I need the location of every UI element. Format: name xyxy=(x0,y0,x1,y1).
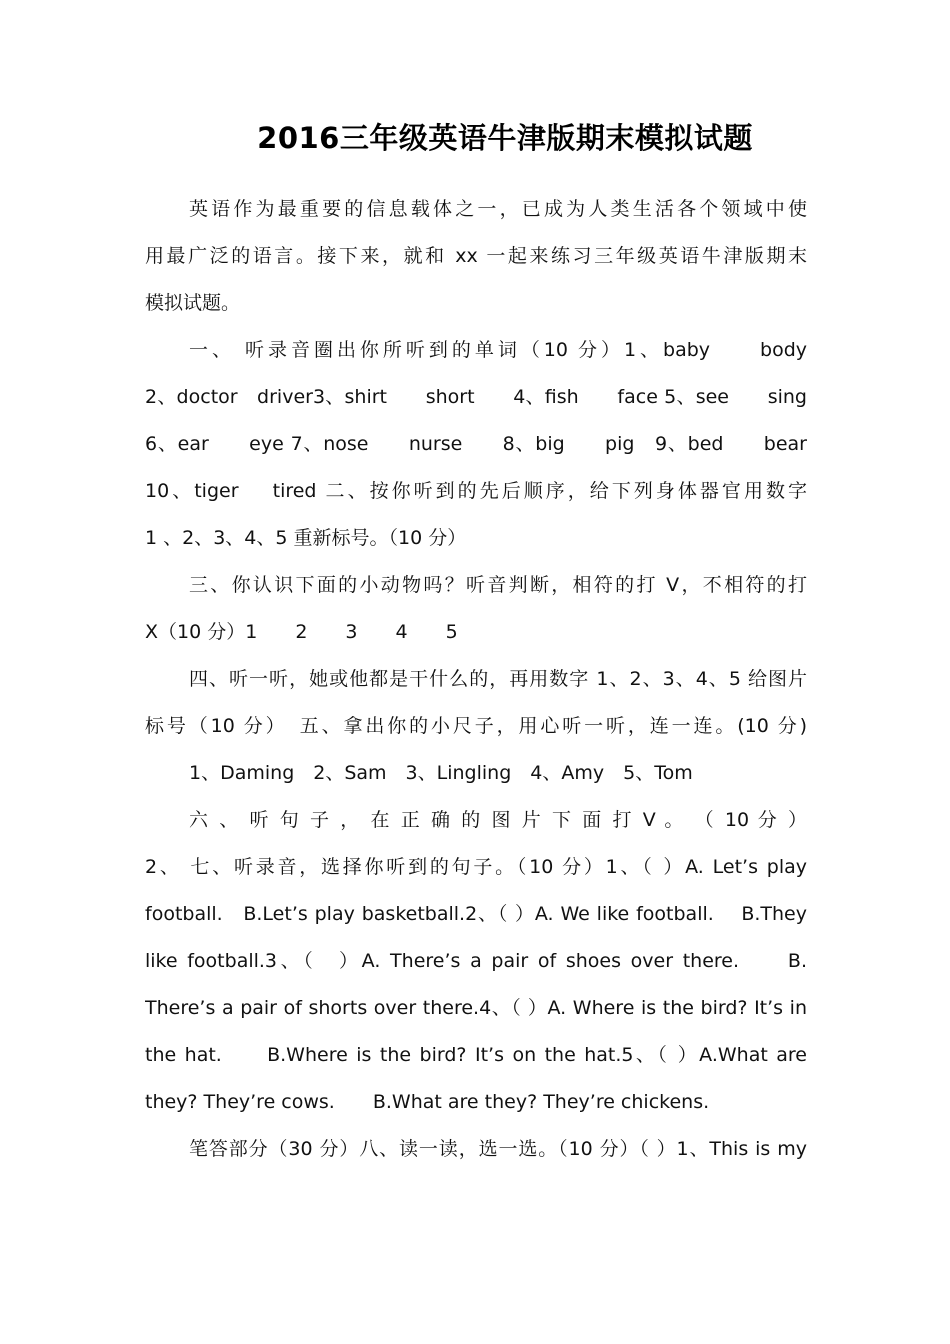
text-line: 1、Daming 2、Sam 3、Lingling 4、Amy 5、Tom xyxy=(189,762,693,784)
text-line: There’s a pair of shorts over there.4、（ ）A. Where is the bird? It’s in xyxy=(145,997,807,1019)
text-line: 笔答部分（30 分）八、读一读，选一选。（10 分）（ ）1、This is my xyxy=(189,1138,807,1160)
text-line: 1 、2、3、4、5 重新标号。（10 分） xyxy=(145,527,467,549)
text-line: 六 、 听 句 子 ， 在 正 确 的 图 片 下 面 打 V 。 （ 10 分 ） xyxy=(189,809,807,831)
text-line: 四、听一听，她或他都是干什么的，再用数字 1、2、3、4、5 给图片 xyxy=(189,668,807,690)
document-body xyxy=(145,186,807,1173)
text-line: football. B.Let’s play basketball.2、（ ）A. We like football. B.They xyxy=(145,903,807,925)
text-line: 模拟试题。 xyxy=(145,292,241,314)
text-line: they? They’re cows. B.What are they? They’re chickens. xyxy=(145,1091,710,1113)
text-line: 6、ear eye 7、nose nurse 8、big pig 9、bed bear xyxy=(145,433,807,455)
text-line: like football.3、（ ）A. There’s a pair of shoes over there. B. xyxy=(145,950,807,972)
text-line: 标号（10 分） 五、拿出你的小尺子，用心听一听，连一连。(10 分) xyxy=(145,715,807,737)
document-title: 2016三年级英语牛津版期末模拟试题 xyxy=(257,121,753,155)
text-line: 一、 听录音圈出你所听到的单词（10 分）1、baby body xyxy=(189,339,807,361)
text-line: 10、tiger tired 二、按你听到的先后顺序，给下列身体器官用数字 xyxy=(145,480,807,502)
text-line: 三、你认识下面的小动物吗？听音判断，相符的打 V，不相符的打 xyxy=(189,574,807,596)
text-line: 用最广泛的语言。接下来，就和 xx 一起来练习三年级英语牛津版期末 xyxy=(145,245,807,267)
text-line: 英语作为最重要的信息载体之一，已成为人类生活各个领域中使 xyxy=(189,198,807,220)
text-line: X（10 分）1 2 3 4 5 xyxy=(145,621,458,643)
text-line: 2、doctor driver3、shirt short 4、fish face 5、see sing xyxy=(145,386,807,408)
text-line: 2、 七、听录音，选择你听到的句子。（10 分）1、（ ）A. Let’s play xyxy=(145,856,807,878)
text-line: the hat. B.Where is the bird? It’s on the hat.5、（ ）A.What are xyxy=(145,1044,807,1066)
